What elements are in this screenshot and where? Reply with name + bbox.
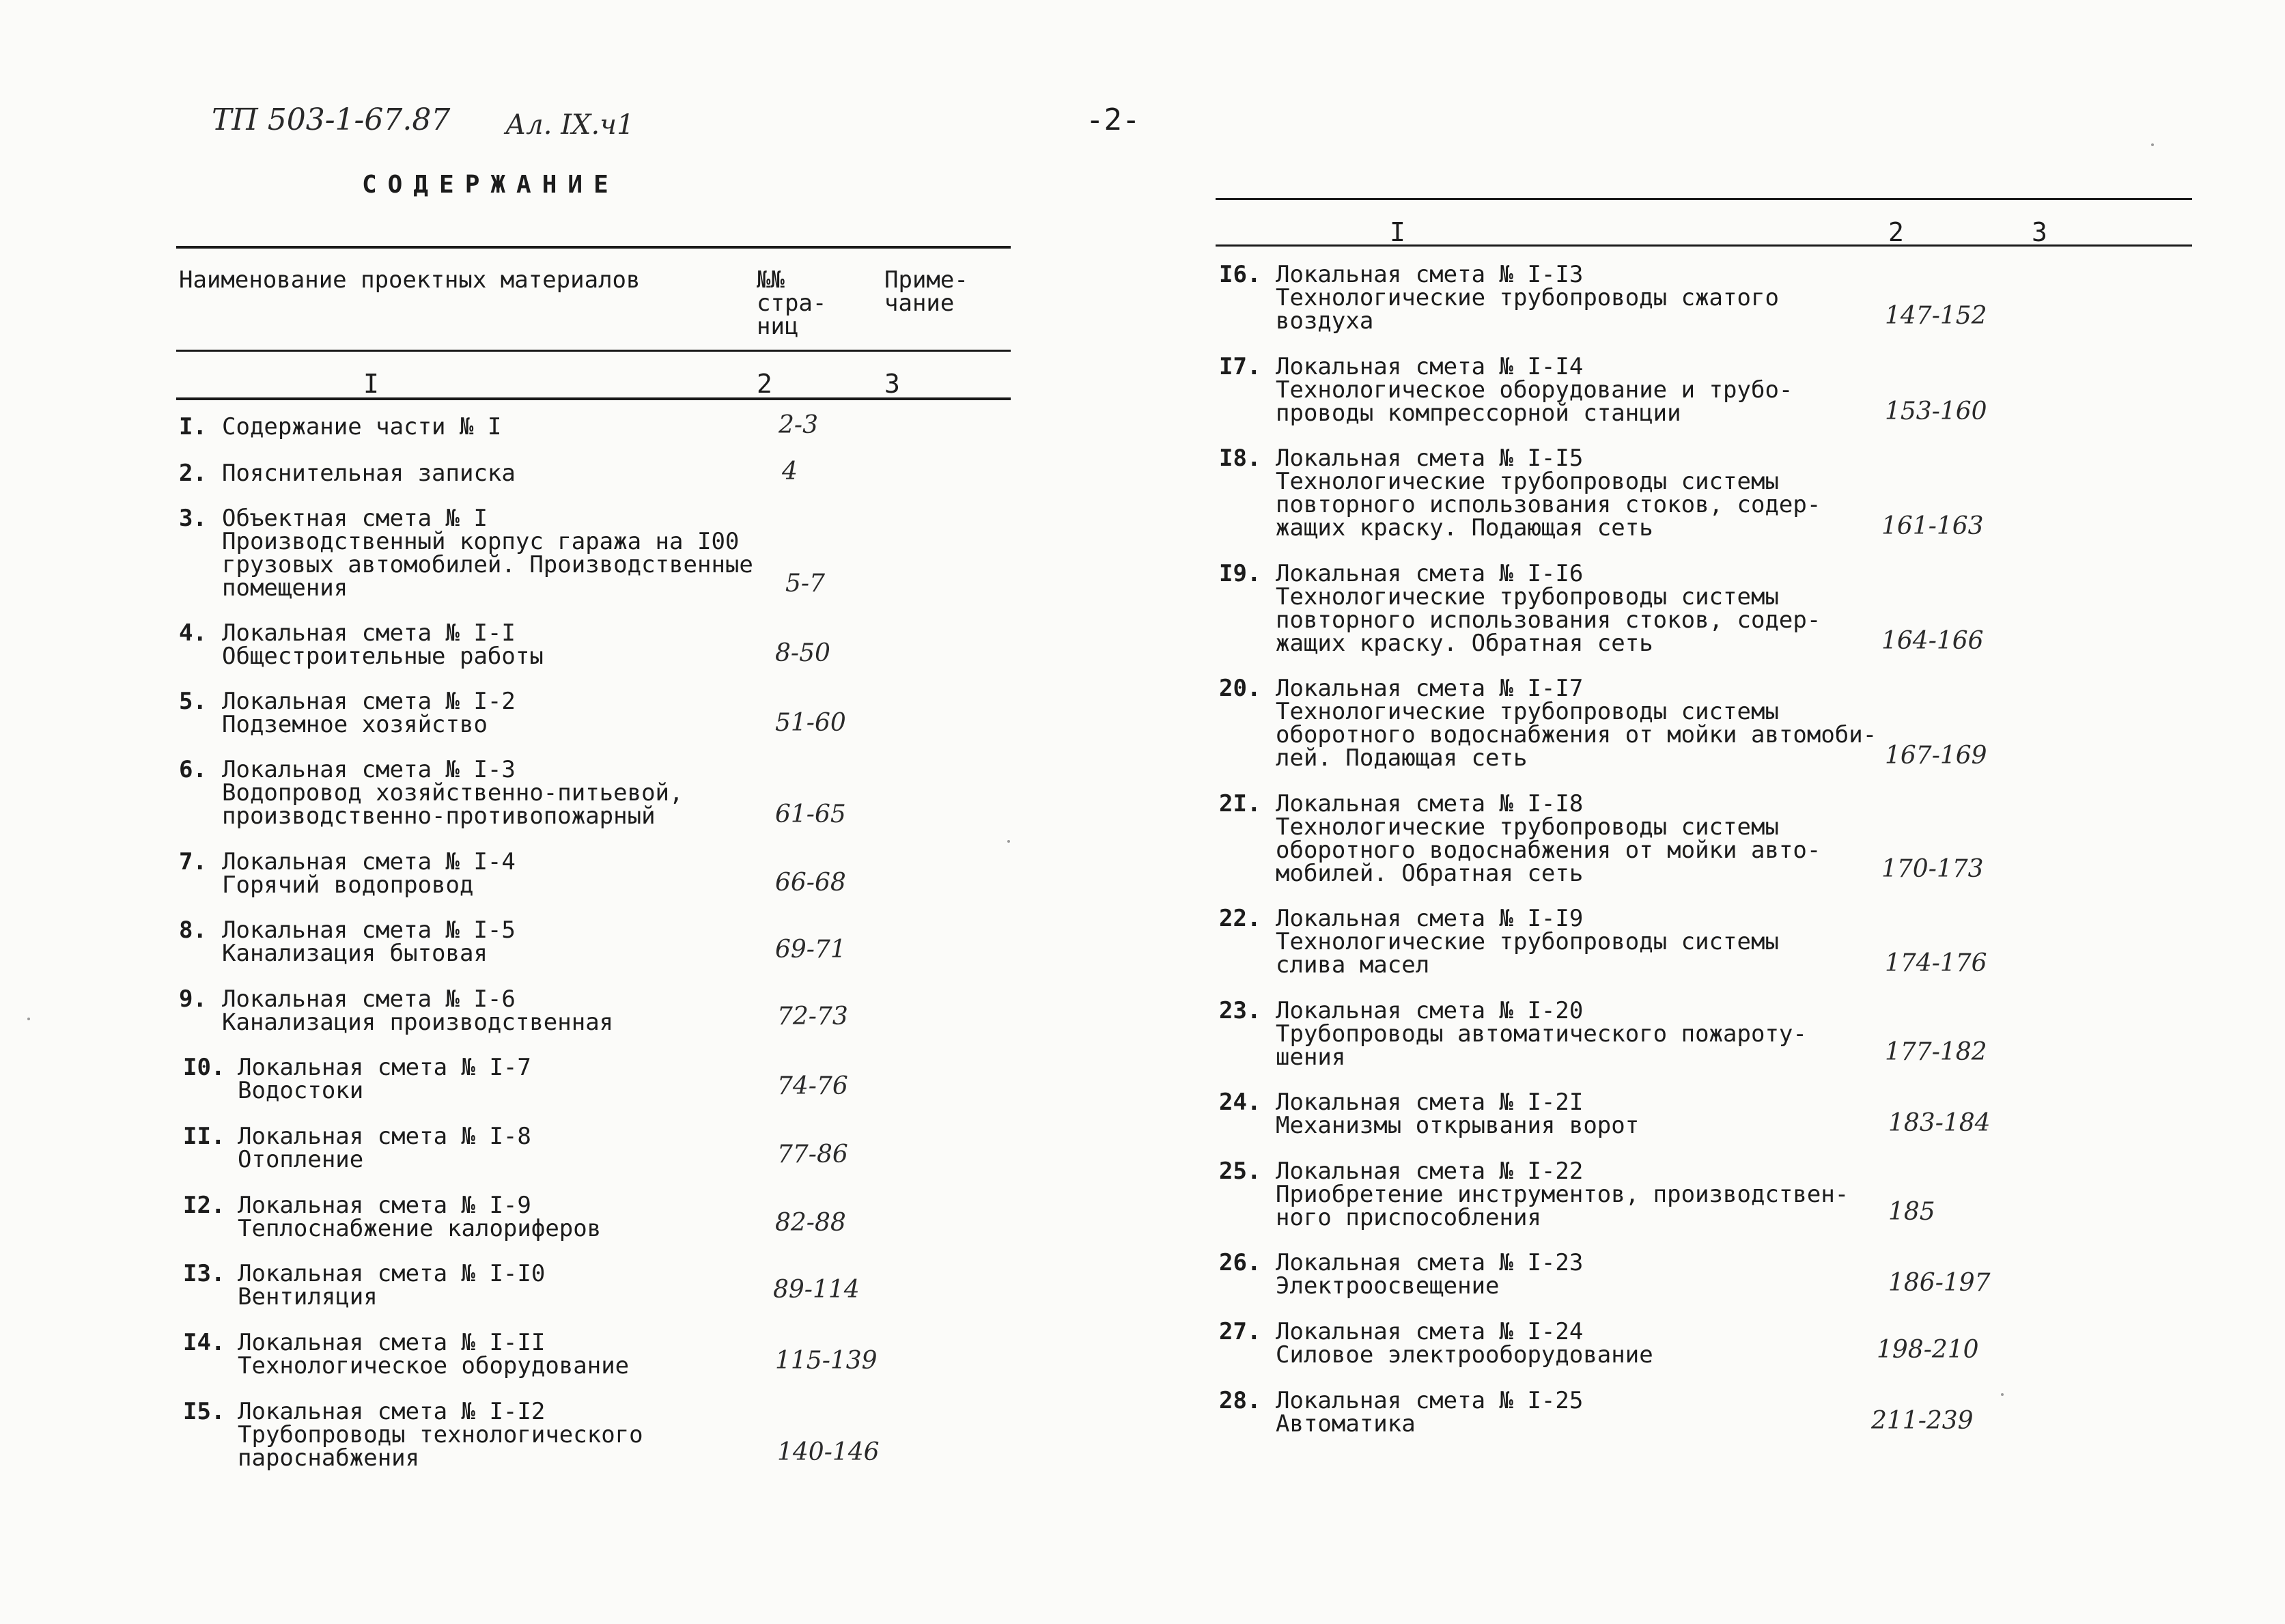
entry-number: 26. bbox=[1219, 1249, 1261, 1276]
entry-line: Содержание части № I bbox=[222, 413, 502, 440]
entry-pages: 140-146 bbox=[777, 1438, 880, 1466]
entry-title bbox=[238, 1400, 643, 1470]
entry-number: II. bbox=[183, 1123, 225, 1150]
entry-title bbox=[222, 415, 501, 438]
entry-line: Горячий водопровод bbox=[222, 871, 474, 899]
entry-pages: 72-73 bbox=[777, 1003, 848, 1031]
entry-number: 6. bbox=[179, 756, 207, 783]
entry-number: 2I. bbox=[1219, 790, 1261, 817]
entry-number: 4. bbox=[179, 619, 207, 647]
entry-line: Локальная смета № I-7 bbox=[238, 1054, 531, 1081]
entry-title bbox=[238, 1056, 531, 1102]
entry-line: жащих краску. Обратная сеть bbox=[1276, 630, 1653, 657]
entry-line: Локальная смета № I-I8 bbox=[1276, 790, 1584, 817]
entry-number: I6. bbox=[1219, 261, 1261, 288]
entry-pages: 177-182 bbox=[1885, 1038, 1987, 1066]
entry-line: Локальная смета № I-25 bbox=[1276, 1387, 1584, 1414]
entry-line: Технологические трубопроводы системы bbox=[1276, 813, 1779, 841]
entry-title bbox=[222, 690, 516, 736]
entry-line: Локальная смета № I-24 bbox=[1276, 1318, 1584, 1345]
column-header-pages: №№ стра- ниц bbox=[757, 266, 827, 340]
entry-line: Приобретение инструментов, производствен- bbox=[1276, 1181, 1849, 1208]
entry-pages: 115-139 bbox=[775, 1347, 878, 1375]
entry-line: Технологические трубопроводы сжатого bbox=[1276, 284, 1779, 311]
entry-title bbox=[222, 462, 516, 485]
entry-line: Локальная смета № I-4 bbox=[222, 848, 516, 876]
entry-line: Локальная смета № I-22 bbox=[1276, 1158, 1584, 1185]
column-header-name: Наименование проектных материалов bbox=[179, 266, 641, 294]
entry-title bbox=[1276, 562, 1821, 655]
entry-number: 7. bbox=[179, 848, 207, 876]
entry-pages: 2-3 bbox=[779, 411, 818, 439]
entry-title bbox=[1276, 1320, 1653, 1367]
entry-line: воздуха bbox=[1276, 307, 1374, 335]
entry-title bbox=[1276, 999, 1807, 1069]
continuation-header-rule bbox=[1216, 244, 2192, 247]
column-header-note: Приме- чание bbox=[884, 266, 968, 317]
entry-pages: 89-114 bbox=[773, 1276, 860, 1304]
entry-number: 8. bbox=[179, 916, 207, 944]
continuation-column-number-2: 2 bbox=[1888, 217, 1904, 247]
entry-title bbox=[1276, 1091, 1639, 1137]
entry-title bbox=[1276, 1389, 1583, 1436]
entry-number: 20. bbox=[1219, 675, 1261, 702]
entry-line: Автоматика bbox=[1276, 1410, 1416, 1438]
entry-number: I5. bbox=[183, 1398, 225, 1425]
entry-pages: 66-68 bbox=[775, 869, 846, 897]
entry-number: 28. bbox=[1219, 1387, 1261, 1414]
entry-line: ного приспособления bbox=[1276, 1204, 1541, 1231]
entry-line: помещения bbox=[222, 574, 348, 602]
entry-pages: 170-173 bbox=[1881, 855, 1984, 883]
entry-line: Водостоки bbox=[238, 1077, 364, 1104]
entry-line: Трубопроводы автоматического пожароту- bbox=[1276, 1020, 1807, 1048]
entry-line: Объектная смета № I bbox=[222, 505, 488, 532]
entry-line: Отопление bbox=[238, 1146, 364, 1173]
entry-title bbox=[1276, 677, 1877, 770]
entry-line: Силовое электрооборудование bbox=[1276, 1341, 1653, 1369]
column-number-3: 3 bbox=[884, 369, 900, 399]
entry-pages: 164-166 bbox=[1881, 627, 1984, 655]
entry-line: Электроосвещение bbox=[1276, 1272, 1500, 1300]
entry-title bbox=[238, 1125, 531, 1171]
entry-number: 5. bbox=[179, 688, 207, 715]
entry-title bbox=[222, 850, 516, 897]
entry-line: Локальная смета № I-I4 bbox=[1276, 353, 1584, 380]
entry-number: 9. bbox=[179, 985, 207, 1013]
column-number-2: 2 bbox=[757, 369, 772, 399]
entry-number: I0. bbox=[183, 1054, 225, 1081]
entry-pages: 69-71 bbox=[775, 936, 846, 964]
table-top-rule bbox=[176, 246, 1011, 249]
entry-line: Локальная смета № I-5 bbox=[222, 916, 516, 944]
entry-pages: 211-239 bbox=[1871, 1407, 1974, 1435]
entry-line: Канализация бытовая bbox=[222, 940, 488, 967]
entry-line: мобилей. Обратная сеть bbox=[1276, 860, 1584, 887]
entry-line: жащих краску. Подающая сеть bbox=[1276, 514, 1653, 542]
scan-speck bbox=[27, 1018, 30, 1020]
entry-line: Технологические трубопроводы системы bbox=[1276, 928, 1779, 955]
entry-line: Локальная смета № I-8 bbox=[238, 1123, 531, 1150]
entry-line: Технологические трубопроводы системы bbox=[1276, 583, 1779, 611]
entry-number: I7. bbox=[1219, 353, 1261, 380]
entry-pages: 147-152 bbox=[1885, 302, 1987, 330]
entry-number: 22. bbox=[1219, 905, 1261, 932]
entry-number: 23. bbox=[1219, 997, 1261, 1024]
entry-number: 3. bbox=[179, 505, 207, 532]
entry-line: лей. Подающая сеть bbox=[1276, 744, 1528, 772]
entry-line: шения bbox=[1276, 1044, 1346, 1071]
entry-number: I9. bbox=[1219, 560, 1261, 587]
entry-line: Локальная смета № I-I5 bbox=[1276, 445, 1584, 472]
entry-line: Пояснительная записка bbox=[222, 460, 516, 487]
entry-title bbox=[238, 1329, 630, 1380]
entry-pages: 167-169 bbox=[1885, 742, 1987, 770]
entry-line: Локальная смета № I-23 bbox=[1276, 1249, 1584, 1276]
entry-pages: 82-88 bbox=[775, 1209, 846, 1237]
entry-pages: 77-86 bbox=[777, 1140, 848, 1168]
entry-line: Локальная смета № I-9 bbox=[238, 1192, 531, 1219]
continuation-top-rule bbox=[1216, 198, 2192, 200]
scan-speck bbox=[1007, 840, 1010, 843]
entry-pages: 161-163 bbox=[1881, 512, 1984, 540]
entry-number: 25. bbox=[1219, 1158, 1261, 1185]
entry-line: Вентиляция bbox=[238, 1283, 378, 1311]
entry-title bbox=[1276, 355, 1793, 425]
entry-line: Локальная смета № I-I6 bbox=[1276, 560, 1584, 587]
entry-line: Водопровод хозяйственно-питьевой, bbox=[222, 779, 684, 807]
entry-line: проводы компрессорной станции bbox=[1276, 400, 1681, 427]
entry-line: Механизмы открывания ворот bbox=[1276, 1112, 1640, 1139]
entry-line: Локальная смета № I-II bbox=[238, 1329, 546, 1356]
entry-pages: 8-50 bbox=[775, 639, 830, 667]
entry-title bbox=[222, 507, 753, 600]
entry-line: Локальная смета № I-I0 bbox=[238, 1260, 546, 1287]
entry-number: I3. bbox=[183, 1260, 225, 1287]
entry-pages: 51-60 bbox=[775, 709, 846, 737]
entry-number: 2. bbox=[179, 460, 207, 487]
entry-line: Производственный корпус гаража на I00 bbox=[222, 528, 740, 555]
entry-pages: 183-184 bbox=[1888, 1109, 1991, 1137]
entry-title bbox=[1276, 907, 1779, 977]
continuation-column-number-3: 3 bbox=[2032, 217, 2047, 247]
entry-line: Локальная смета № I-6 bbox=[222, 985, 516, 1013]
entry-line: оборотного водоснабжения от мойки авто- bbox=[1276, 837, 1821, 864]
entry-line: Технологическое оборудование bbox=[238, 1352, 630, 1380]
entry-pages: 61-65 bbox=[775, 800, 846, 828]
entry-line: производственно-противопожарный bbox=[222, 802, 656, 830]
page-number: -2- bbox=[1086, 102, 1140, 137]
entry-line: Локальная смета № I-I3 bbox=[1276, 261, 1584, 288]
entry-title bbox=[222, 985, 614, 1036]
entry-title bbox=[1276, 1251, 1583, 1298]
entry-line: Технологические трубопроводы системы bbox=[1276, 698, 1779, 725]
entry-line: повторного использования стоков, содер- bbox=[1276, 491, 1821, 518]
entry-title bbox=[238, 1260, 546, 1311]
entry-title bbox=[1276, 792, 1821, 885]
entry-line: Локальная смета № I-I9 bbox=[1276, 905, 1584, 932]
column-number-1: I bbox=[363, 369, 379, 399]
entry-pages: 174-176 bbox=[1885, 949, 1987, 977]
entry-line: пароснабжения bbox=[238, 1444, 420, 1472]
entry-pages: 185 bbox=[1888, 1198, 1935, 1226]
scan-speck bbox=[2001, 1393, 2004, 1396]
entry-pages: 198-210 bbox=[1877, 1336, 1979, 1364]
entry-title bbox=[222, 621, 544, 668]
album-reference: Ал. IX.ч1 bbox=[505, 109, 634, 141]
entry-number: I. bbox=[179, 413, 207, 440]
entry-line: Технологическое оборудование и трубо- bbox=[1276, 376, 1793, 404]
scan-speck bbox=[2151, 143, 2154, 146]
entry-line: оборотного водоснабжения от мойки автомоби- bbox=[1276, 721, 1877, 748]
entry-title bbox=[222, 758, 684, 828]
entry-line: Локальная смета № I-I2 bbox=[238, 1398, 546, 1425]
entry-number: 24. bbox=[1219, 1089, 1261, 1116]
entry-line: повторного использования стоков, содер- bbox=[1276, 606, 1821, 634]
entry-line: слива масел bbox=[1276, 951, 1430, 979]
entry-title bbox=[1276, 447, 1821, 540]
entry-pages: 74-76 bbox=[777, 1072, 848, 1100]
entry-line: Локальная смета № I-I7 bbox=[1276, 675, 1584, 702]
entry-pages: 153-160 bbox=[1885, 397, 1987, 425]
continuation-column-number-1: I bbox=[1390, 217, 1405, 247]
page-title: СОДЕРЖАНИЕ bbox=[362, 171, 619, 199]
entry-line: Подземное хозяйство bbox=[222, 711, 488, 738]
entry-line: Технологические трубопроводы системы bbox=[1276, 468, 1779, 495]
entry-line: Теплоснабжение калориферов bbox=[238, 1215, 602, 1242]
entry-title bbox=[238, 1194, 601, 1240]
column-numbers-rule bbox=[176, 397, 1011, 400]
entry-line: Локальная смета № I-20 bbox=[1276, 997, 1584, 1024]
entry-line: грузовых автомобилей. Производственные bbox=[222, 551, 753, 578]
entry-line: Общестроительные работы bbox=[222, 643, 544, 670]
entry-line: Локальная смета № I-3 bbox=[222, 756, 516, 783]
entry-line: Канализация производственная bbox=[222, 1009, 614, 1036]
entry-number: 27. bbox=[1219, 1318, 1261, 1345]
header-bottom-rule bbox=[176, 350, 1011, 352]
entry-line: Локальная смета № I-2I bbox=[1276, 1089, 1584, 1116]
entry-pages: 186-197 bbox=[1888, 1269, 1991, 1297]
entry-number: I2. bbox=[183, 1192, 225, 1219]
entry-number: I8. bbox=[1219, 445, 1261, 472]
entry-title bbox=[222, 916, 516, 967]
entry-pages: 5-7 bbox=[785, 570, 825, 598]
entry-line: Локальная смета № I-I bbox=[222, 619, 516, 647]
entry-title bbox=[1276, 263, 1779, 333]
entry-title bbox=[1276, 1160, 1849, 1229]
entry-pages: 4 bbox=[782, 458, 798, 486]
document-code: ТП 503-1-67.87 bbox=[212, 102, 451, 137]
entry-number: I4. bbox=[183, 1329, 225, 1356]
entry-line: Локальная смета № I-2 bbox=[222, 688, 516, 715]
entry-line: Трубопроводы технологического bbox=[238, 1421, 643, 1448]
